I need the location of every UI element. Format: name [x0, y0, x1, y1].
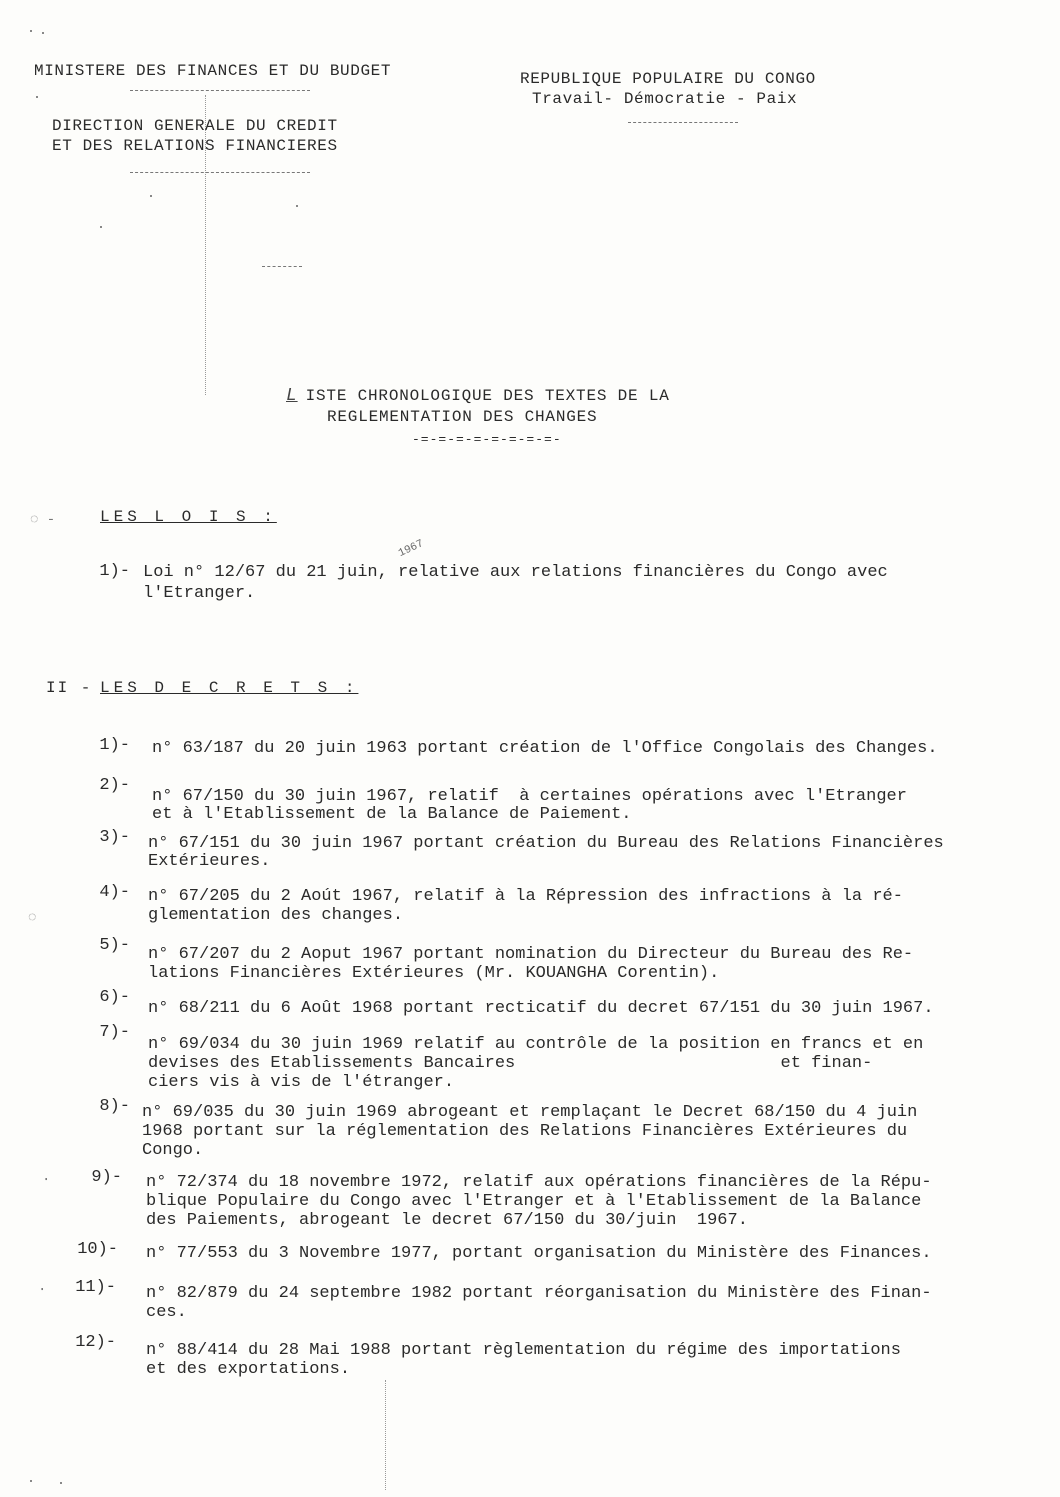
title-initial: L: [286, 386, 298, 406]
margin-mark: ∙: [42, 1172, 51, 1188]
decree-line-1: n° 69/035 du 30 juin 1969 abrogeant et remplaçant le Decret 68/150 du 4 juin: [142, 1103, 918, 1122]
fold-line: [385, 1380, 386, 1490]
decree-line-1: n° 67/205 du 2 Aoút 1967, relatif à la Répression des infractions à la ré-: [148, 887, 903, 906]
decree-number: 4)-: [99, 883, 130, 902]
decree-number: 9)-: [91, 1168, 122, 1187]
lois-item-line-2: l'Etranger.: [143, 584, 256, 603]
republic-name: REPUBLIQUE POPULAIRE DU CONGO: [520, 70, 816, 88]
header-divider-small: [262, 266, 302, 267]
direction-line-2: ET DES RELATIONS FINANCIERES: [52, 137, 338, 155]
document-title-line-2: REGLEMENTATION DES CHANGES: [327, 408, 598, 426]
decree-number: 1)-: [99, 736, 130, 755]
decree-number: 12)-: [75, 1333, 116, 1352]
decree-number: 8)-: [99, 1097, 130, 1116]
decree-line-3: des Paiements, abrogeant le decret 67/150 du 30/juin 1967.: [146, 1211, 748, 1230]
margin-punch-mark: ◌: [28, 910, 37, 926]
scan-speck: [100, 226, 102, 228]
margin-mark: ∙: [38, 1282, 47, 1298]
decree-line-1: n° 72/374 du 18 novembre 1972, relatif aux opérations financières de la Répu-: [146, 1173, 932, 1192]
decree-number: 6)-: [99, 988, 130, 1007]
decree-line-1: n° 69/034 du 30 juin 1969 relatif au contrôle de la position en francs et en: [148, 1035, 924, 1054]
decree-line-2: 1968 portant sur la réglementation des Relations Financières Extérieures du: [142, 1122, 908, 1141]
decree-number: 11)-: [75, 1278, 116, 1297]
decree-line-1: n° 68/211 du 6 Août 1968 portant recticatif du decret 67/151 du 30 juin 1967.: [148, 999, 934, 1018]
lois-item-annotation: 1967: [396, 537, 426, 561]
decree-number: 2)-: [99, 776, 130, 795]
republic-motto: Travail- Démocratie - Paix: [532, 90, 798, 108]
title-underline: -=-=-=-=-=-=-=-=-: [412, 432, 562, 447]
decree-line-1: n° 77/553 du 3 Novembre 1977, portant organisation du Ministère des Finances.: [146, 1244, 932, 1263]
scan-speck: [42, 32, 44, 34]
decree-line-2: glementation des changes.: [148, 906, 404, 925]
decree-number: 3)-: [99, 828, 130, 847]
direction-divider: [130, 172, 310, 173]
republic-divider: [628, 122, 738, 123]
decree-number: 10)-: [77, 1240, 118, 1259]
decree-line-2: lations Financières Extérieures (Mr. KOUANGHA Corentin).: [148, 964, 720, 983]
decree-line-3: Congo.: [142, 1141, 204, 1160]
section-decrets-marker: II -: [46, 679, 93, 697]
scan-speck: [296, 205, 298, 207]
decree-line-2: devises des Etablissements Bancaires et finan-: [148, 1054, 873, 1073]
decree-line-2: et des exportations.: [146, 1360, 351, 1379]
title-line-1-text: ISTE CHRONOLOGIQUE DES TEXTES DE LA: [305, 387, 670, 405]
scan-speck: [60, 1482, 62, 1484]
decree-line-1: n° 67/150 du 30 juin 1967, relatif à certaines opérations avec l'Etranger: [152, 787, 907, 806]
decree-line-1: n° 67/207 du 2 Aoput 1967 portant nomination du Directeur du Bureau des Re-: [148, 945, 914, 964]
decree-line-1: n° 82/879 du 24 septembre 1982 portant réorganisation du Ministère des Finan-: [146, 1284, 932, 1303]
decree-line-3: ciers vis à vis de l'étranger.: [148, 1073, 455, 1092]
direction-line-1: DIRECTION GENERALE DU CREDIT: [52, 117, 338, 135]
scan-speck: [36, 96, 38, 98]
section-decrets-heading: LES D E C R E T S :: [100, 679, 359, 697]
scan-speck: [150, 195, 152, 197]
scan-speck: [30, 1480, 32, 1482]
decree-line-1: n° 88/414 du 28 Mai 1988 portant règlementation du régime des importations: [146, 1341, 901, 1360]
document-title-line-1: [286, 386, 670, 406]
decree-number: 7)-: [99, 1023, 130, 1042]
scan-speck: [30, 30, 32, 32]
decree-line-2: blique Populaire du Congo avec l'Etranger et à l'Etablissement de la Balance: [146, 1192, 922, 1211]
lois-item-line-1: Loi n° 12/67 du 21 juin, relative aux relations financières du Congo avec: [143, 563, 888, 582]
ministry-name: MINISTERE DES FINANCES ET DU BUDGET: [34, 62, 392, 80]
section-lois-marker: ◌ -: [30, 512, 56, 528]
decree-number: 5)-: [99, 936, 130, 955]
lois-item-number: 1)-: [99, 562, 130, 581]
header-divider: [130, 90, 310, 91]
decree-line-1: n° 67/151 du 30 juin 1967 portant création du Bureau des Relations Financières: [148, 834, 944, 853]
section-lois-heading: LES L O I S :: [100, 508, 277, 526]
decree-line-1: n° 63/187 du 20 juin 1963 portant création de l'Office Congolais des Changes.: [152, 739, 938, 758]
decree-line-2: et à l'Etablissement de la Balance de Paiement.: [152, 805, 632, 824]
decree-line-2: Extérieures.: [148, 852, 271, 871]
decree-line-2: ces.: [146, 1303, 187, 1322]
